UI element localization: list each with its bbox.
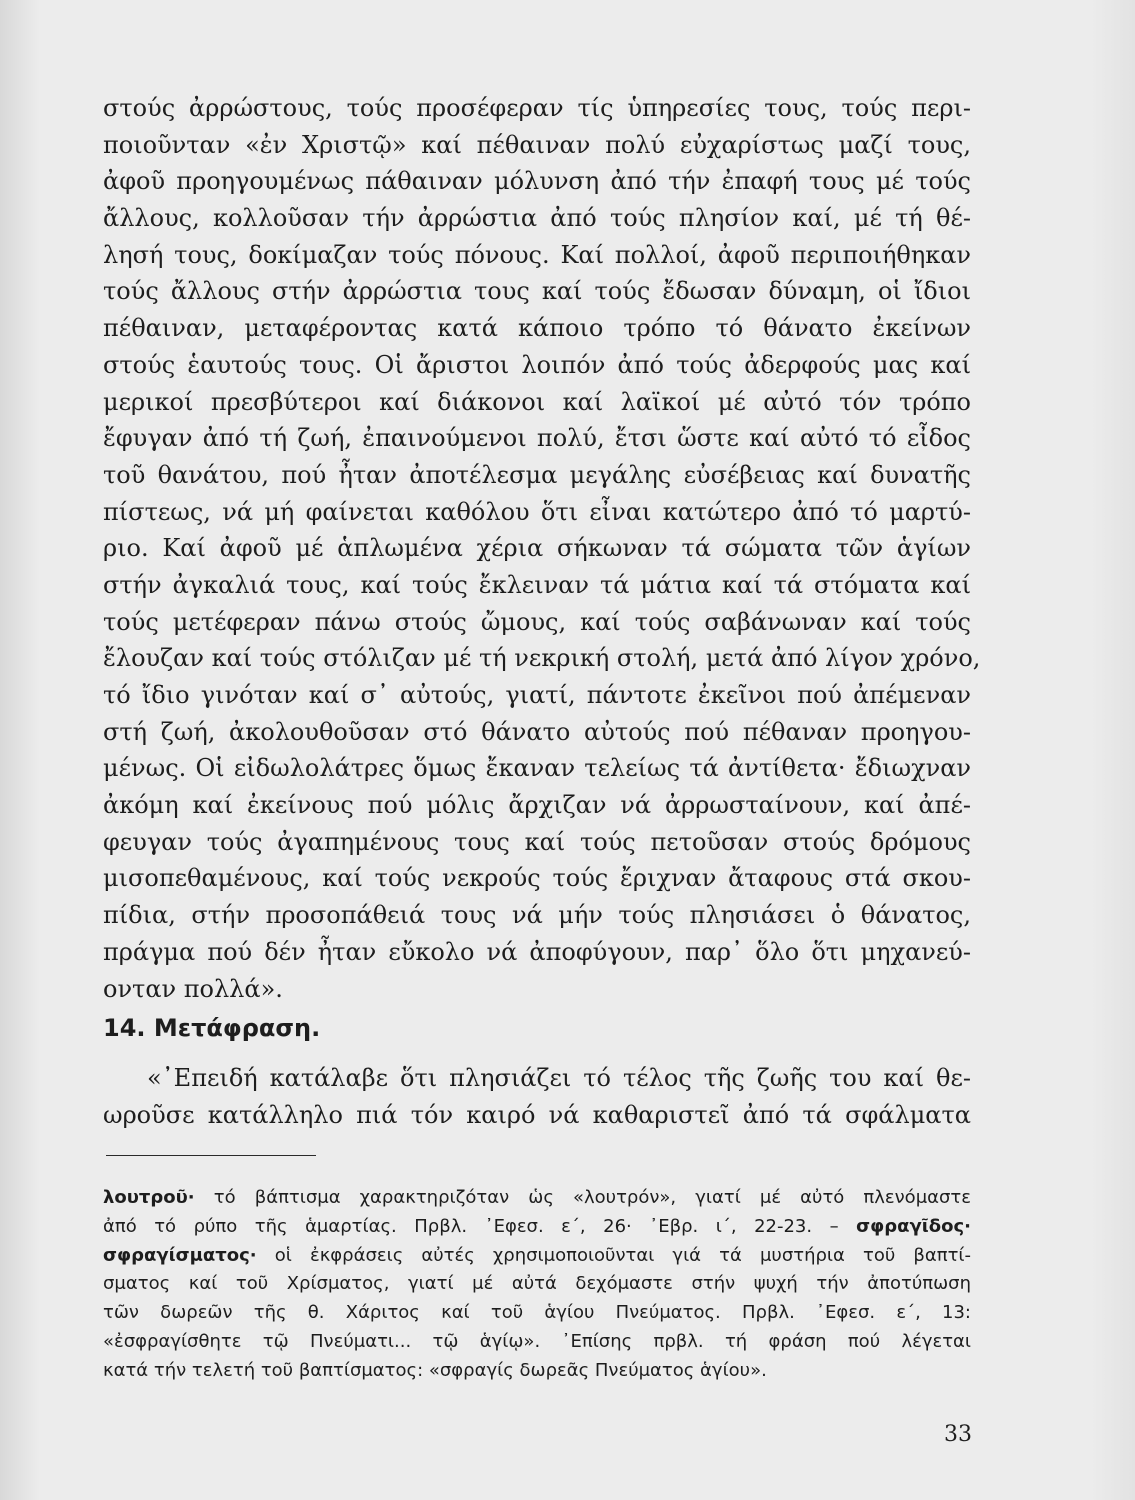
body-line: ἀκόμη καί ἐκείνους πού μόλις ἄρχιζαν νά ἀρρωσταίνουν, καί ἀπέ- <box>103 791 971 820</box>
footnote-line <box>103 1242 971 1271</box>
body-line: ἀφοῦ προηγουμένως πάθαιναν μόλυνση ἀπό τήν ἐπαφή τους μέ τούς <box>103 167 971 196</box>
body-line: ποιοῦνταν «ἐν Χριστῷ» καί πέθαιναν πολύ εὐχαρίστως μαζί τους, <box>103 130 971 159</box>
footnotes-block <box>103 1184 971 1386</box>
body-line: μερικοί πρεσβύτεροι καί διάκονοι καί λαϊκοί μέ αὐτό τόν τρόπο <box>103 387 971 416</box>
footnote-line: «ἐσφραγίσθητε τῷ Πνεύματι... τῷ ἁγίῳ». ᾿Επίσης πρβλ. τή φράση πού λέγεται <box>103 1330 971 1352</box>
footnote-line: σματος καί τοῦ Χρίσματος, γιατί μέ αὐτά δεχόμαστε στήν ψυχή τήν ἀποτύπωση <box>103 1273 971 1295</box>
body-line: ἔφυγαν ἀπό τή ζωή, ἐπαινούμενοι πολύ, ἔτσι ὥστε καί αὐτό τό εἶδος <box>103 424 971 453</box>
translation-line: ωροῦσε κατάλληλο πιά τόν καιρό νά καθαριστεῖ ἀπό τά σφάλματα <box>103 1100 971 1129</box>
page-number: 33 <box>944 1422 972 1447</box>
footnote-line: τῶν δωρεῶν τῆς θ. Χάριτος καί τοῦ ἁγίου Πνεύματος. Πρβλ. ᾿Εφεσ. ε΄, 13: <box>103 1302 971 1324</box>
footnote-text: τό βάπτισμα χαρακτηριζόταν ὡς «λουτρόν», γιατί μέ αὐτό πλενόμαστε <box>194 1187 971 1208</box>
footnote-line <box>103 1184 971 1213</box>
footnote-line: κατά τήν τελετή τοῦ βαπτίσματος: «σφραγίς δωρεᾶς Πνεύματος ἁγίου». <box>103 1359 767 1381</box>
footnote-term: σφραγῖδος· <box>856 1215 971 1237</box>
body-line: τοῦ θανάτου, πού ἦταν ἀποτέλεσμα μεγάλης εὐσέβειας καί δυνατῆς <box>103 460 971 489</box>
body-line: μισοπεθαμένους, καί τούς νεκρούς τούς ἔριχναν ἄταφους στά σκου- <box>103 864 971 893</box>
main-text-block <box>103 90 981 1007</box>
body-line: στούς ἀρρώστους, τούς προσέφεραν τίς ὑπηρεσίες τους, τούς περι- <box>103 94 971 122</box>
body-line: πράγμα πού δέν ἦταν εὔκολο νά ἀποφύγουν, παρ᾿ ὅλο ὅτι μηχανεύ- <box>103 937 971 966</box>
body-line: ριο. Καί ἀφοῦ μέ ἁπλωμένα χέρια σήκωναν τά σώματα τῶν ἁγίων <box>103 534 971 563</box>
body-line: τούς ἄλλους στήν ἀρρώστια τους καί τούς ἔδωσαν δύναμη, οἱ ἴδιοι <box>103 277 971 306</box>
footnote-divider <box>106 1155 316 1156</box>
body-line: στήν ἀγκαλιά τους, καί τούς ἔκλειναν τά μάτια καί τά στόματα καί <box>103 570 971 599</box>
body-line: τό ἴδιο γινόταν καί σ᾿ αὐτούς, γιατί, πάντοτε ἐκεῖνοι πού ἀπέμεναν <box>103 681 971 709</box>
body-line: πίδια, στήν προσοπάθειά τους νά μήν τούς πλησιάσει ὁ θάνατος, <box>103 901 971 930</box>
footnote-line <box>103 1213 971 1242</box>
body-line: στή ζωή, ἀκολουθοῦσαν στό θάνατο αὐτούς πού πέθαναν προηγου- <box>103 717 971 746</box>
body-line: ἄλλους, κολλοῦσαν τήν ἀρρώστια ἀπό τούς πλησίον καί, μέ τή θέ- <box>103 204 971 233</box>
body-line: στούς ἑαυτούς τους. Οἱ ἄριστοι λοιπόν ἀπό τούς ἀδερφούς μας καί <box>103 350 971 379</box>
translation-line: «᾿Επειδή κατάλαβε ὅτι πλησιάζει τό τέλος τῆς ζωῆς του καί θε- <box>147 1064 971 1092</box>
footnote-text: ἀπό τό ρύπο τῆς ἁμαρτίας. Πρβλ. ᾿Εφεσ. ε΄, 26· ᾿Εβρ. ι΄, 22-23. – <box>103 1215 857 1237</box>
section-heading: 14. Μετάφραση. <box>103 1014 321 1042</box>
body-line: τούς μετέφεραν πάνω στούς ὤμους, καί τούς σαβάνωναν καί τούς <box>103 607 971 636</box>
body-line: πέθαιναν, μεταφέροντας κατά κάποιο τρόπο τό θάνατο ἐκείνων <box>103 314 971 343</box>
body-line: λησή τους, δοκίμαζαν τούς πόνους. Καί πολλοί, ἀφοῦ περιποιήθηκαν <box>103 240 971 269</box>
body-line: φευγαν τούς ἀγαπημένους τους καί τούς πετοῦσαν στούς δρόμους <box>103 827 971 856</box>
body-line: ονταν πολλά». <box>103 974 283 1003</box>
footnote-term: λουτροῦ· <box>103 1187 195 1208</box>
footnote-term: σφραγίσματος· <box>103 1244 257 1266</box>
body-line: μένως. Οἱ εἰδωλολάτρες ὅμως ἔκαναν τελείως τά ἀντίθετα· ἔδιωχναν <box>103 754 971 783</box>
translation-text-block <box>103 1060 971 1133</box>
body-line: ἔλουζαν καί τούς στόλιζαν μέ τή νεκρική στολή, μετά ἀπό λίγον χρόνο, <box>103 644 981 673</box>
body-line: πίστεως, νά μή φαίνεται καθόλου ὅτι εἶναι κατώτερο ἀπό τό μαρτύ- <box>103 497 971 526</box>
footnote-text: οἱ ἐκφράσεις αὐτές χρησιμοποιοῦνται γιά τά μυστήρια τοῦ βαπτί- <box>256 1244 971 1266</box>
